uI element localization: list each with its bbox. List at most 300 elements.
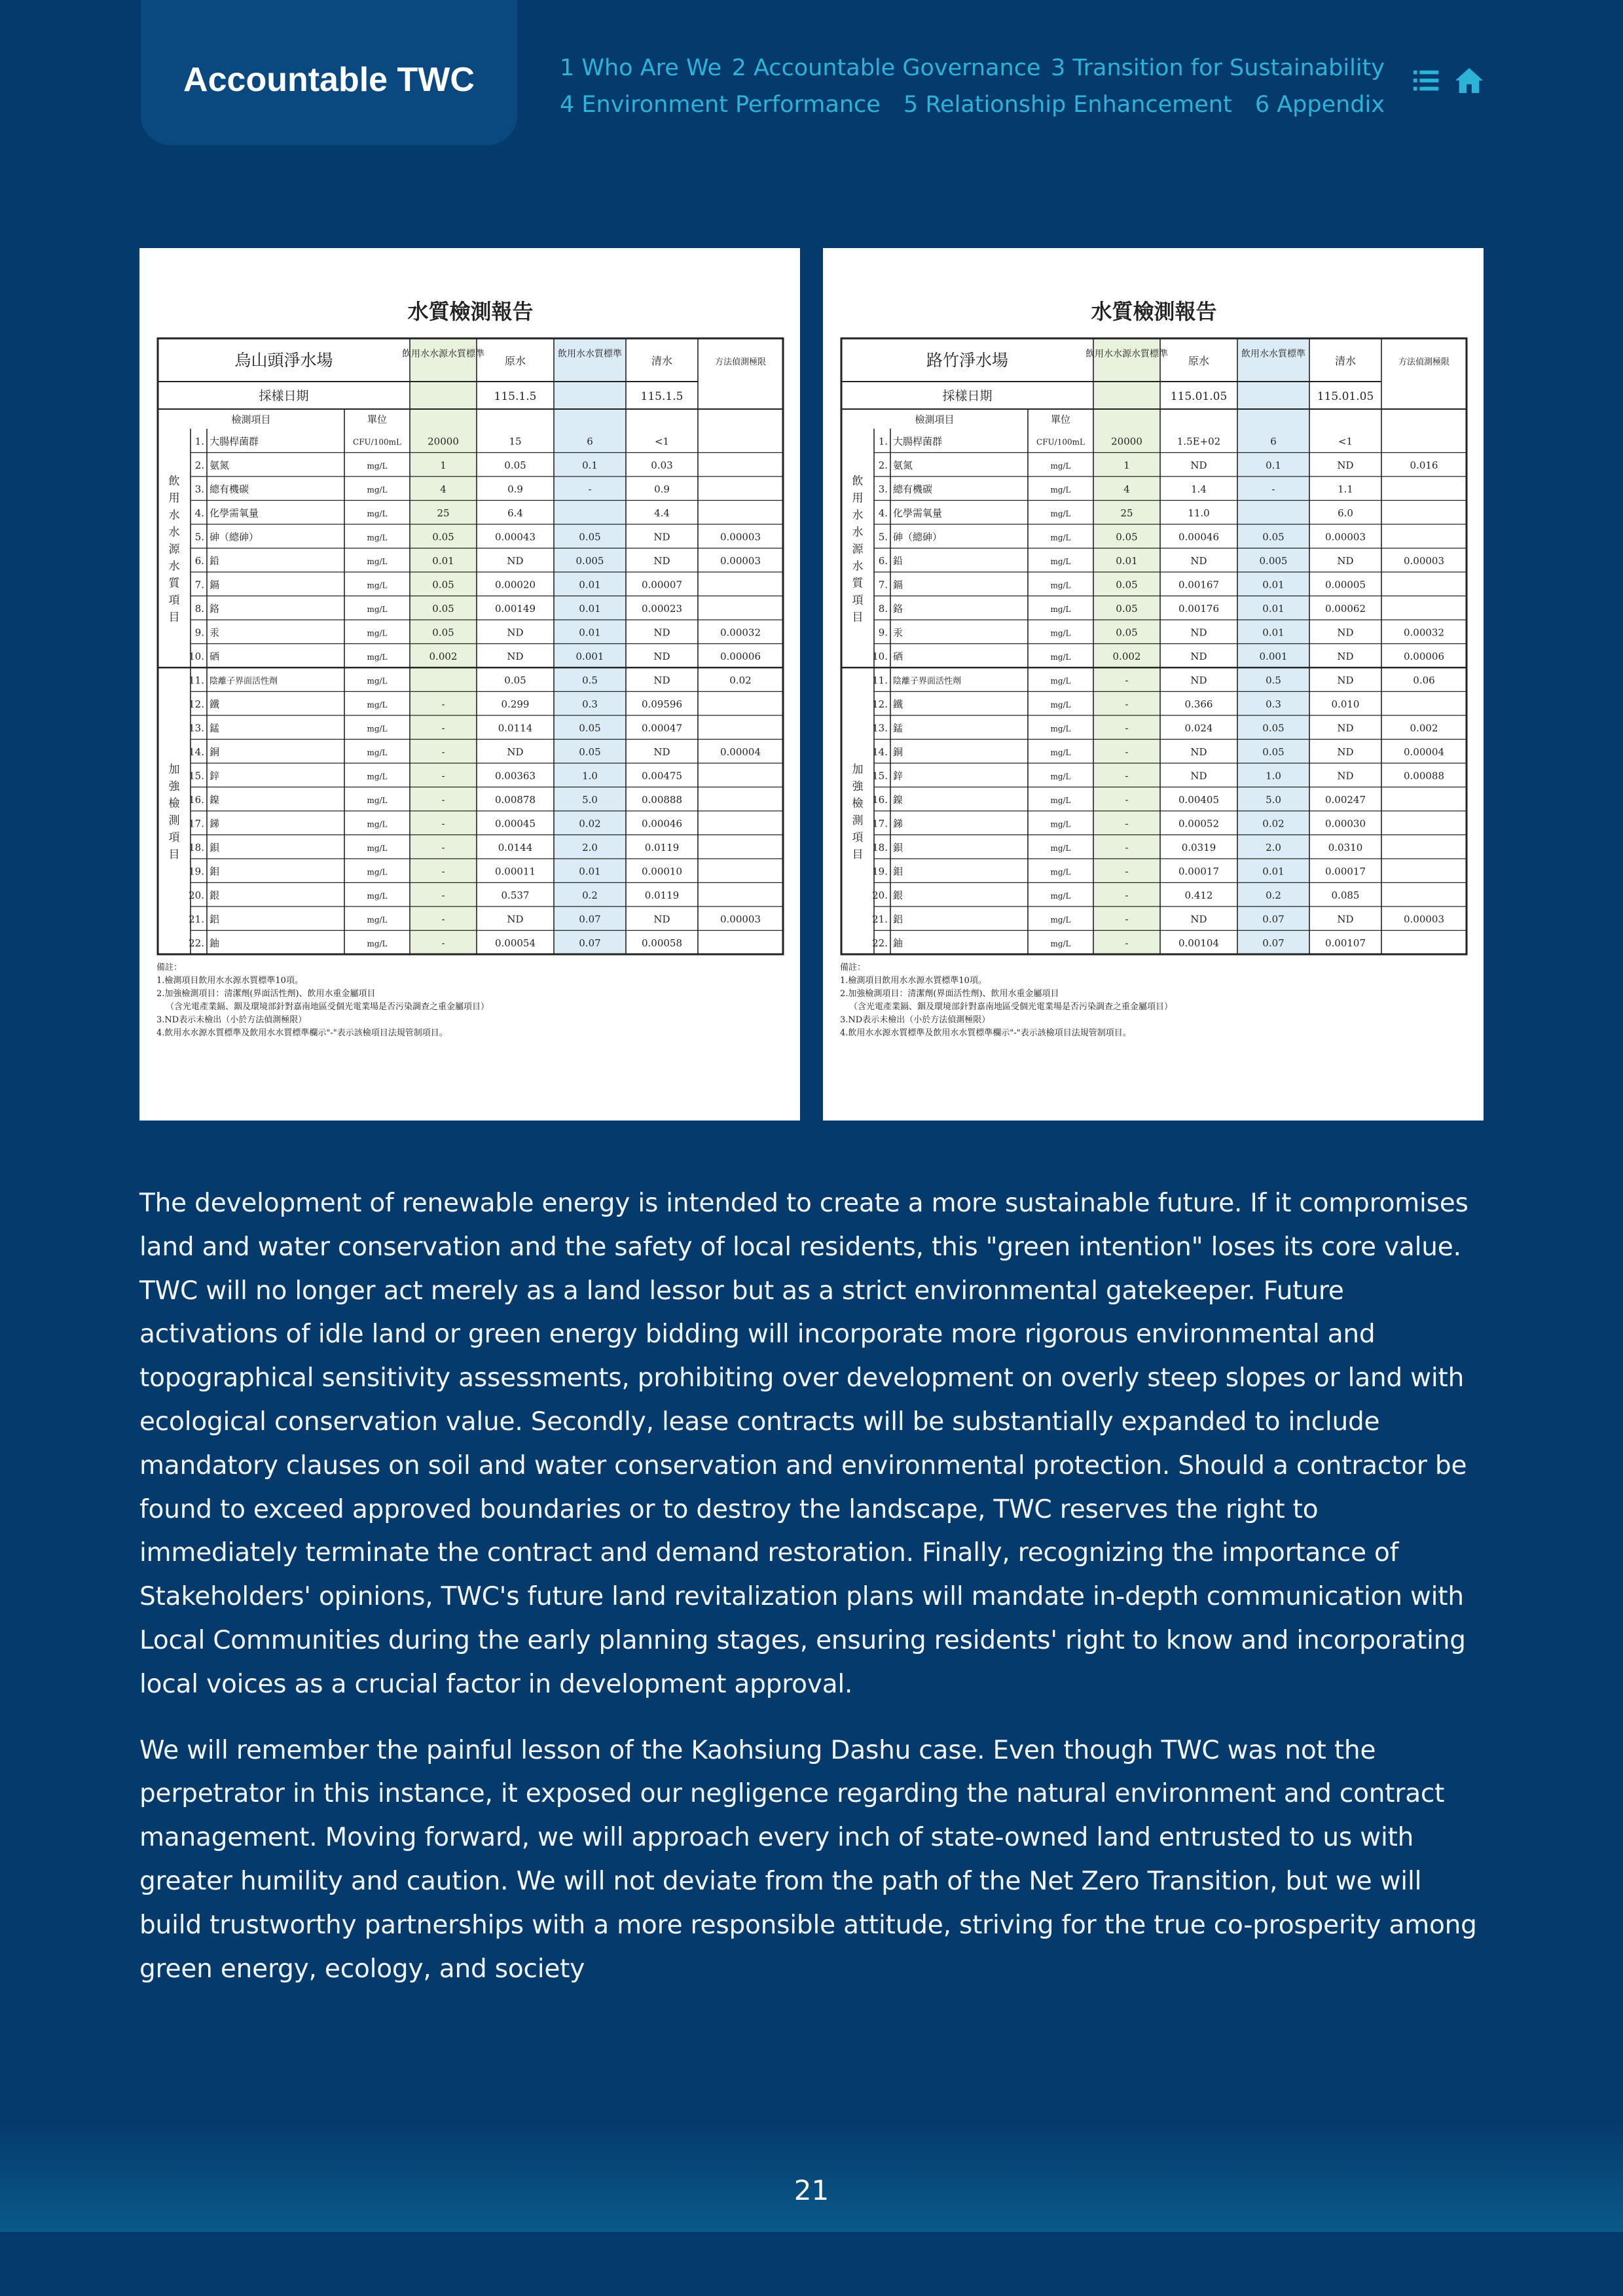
row-drink: 0.07 — [1262, 937, 1285, 949]
row-limit: 0.00003 — [720, 913, 761, 925]
row-item: 氨氮 — [893, 459, 913, 471]
report-note: 備註： — [156, 963, 183, 973]
row-item: 鎘 — [210, 579, 220, 591]
item-header: 檢測項目 — [915, 414, 955, 425]
group-label-source: 水 — [168, 526, 180, 539]
row-raw: ND — [507, 913, 524, 925]
group-label-enhanced: 檢 — [852, 797, 864, 810]
paragraph-2: We will remember the painful lesson of the Kaohsiung Dashu case. Even though TWC was not the perpetrator in this instance, it exposed our negligence regarding the natural environment and contract management. Moving forward, we will approach every inch of state-owned land entrusted to us with greater humility and caution. We will not deviate from the path of the Net Zero Transition, but we will build trustworthy partnerships with a more responsible attitude, striving for the true co-prosperity among green energy, ecology, and society — [139, 1735, 1477, 1984]
row-raw: 0.9 — [507, 483, 523, 495]
row-unit: CFU/100mL — [353, 437, 401, 447]
row-number: 9. — [194, 626, 204, 639]
row-number: 3. — [194, 483, 204, 495]
row-item: 鎳 — [893, 793, 903, 806]
top-navigation — [560, 50, 1385, 123]
row-std: 4 — [440, 483, 447, 495]
row-number: 11. — [189, 674, 204, 687]
row-raw: ND — [1190, 554, 1207, 567]
row-number: 17. — [189, 817, 204, 830]
water-quality-reports — [139, 248, 1484, 1121]
row-std: 0.05 — [1116, 602, 1138, 615]
row-raw: ND — [1190, 674, 1207, 687]
brand-title: Accountable TWC — [183, 61, 475, 99]
row-unit: mg/L — [1050, 581, 1071, 590]
row-item: 鋇 — [893, 841, 903, 853]
row-number: 6. — [878, 554, 888, 567]
row-limit: 0.00006 — [1403, 650, 1445, 662]
row-clean: 0.085 — [1331, 889, 1360, 901]
row-unit: mg/L — [367, 652, 388, 662]
row-std: - — [441, 937, 445, 949]
group-label-source: 水 — [852, 560, 864, 573]
row-clean: ND — [653, 913, 670, 925]
row-drink: 0.005 — [1259, 554, 1288, 567]
row-item: 總有機碳 — [893, 483, 933, 495]
row-raw: ND — [1190, 745, 1207, 758]
unit-header: 單位 — [367, 414, 388, 425]
std-column-bg — [1093, 338, 1160, 954]
row-drink: 2.0 — [582, 841, 598, 853]
row-limit: 0.002 — [1410, 722, 1438, 734]
col-header-clean: 清水 — [651, 355, 673, 367]
row-number: 8. — [878, 602, 888, 615]
row-clean: ND — [1337, 459, 1354, 471]
row-clean: 0.00107 — [1324, 937, 1366, 949]
row-std: - — [441, 793, 445, 806]
row-clean: <1 — [1338, 435, 1353, 448]
row-item: 鐵 — [210, 698, 220, 710]
row-unit: mg/L — [367, 509, 388, 518]
row-raw: 0.366 — [1184, 698, 1213, 710]
row-drink: 0.5 — [582, 674, 598, 687]
row-item: 銻 — [210, 817, 220, 830]
row-drink: 1.0 — [1266, 770, 1281, 782]
col-header-clean: 清水 — [1334, 355, 1357, 367]
row-raw: 0.00052 — [1178, 817, 1220, 830]
col-header-limit: 方法偵測極限 — [714, 357, 767, 367]
row-drink: - — [588, 483, 592, 495]
report-note: （含光電產業鎘、銦及環境部針對嘉南地區受個光電業場是否污染調查之重金屬項目） — [849, 1002, 1173, 1012]
plant-name: 路竹淨水場 — [926, 351, 1009, 370]
row-std: 1 — [1123, 459, 1130, 471]
row-item: 汞 — [893, 626, 903, 639]
row-drink: 0.05 — [579, 722, 601, 734]
water-report-wushantou — [139, 248, 800, 1121]
row-item: 化學需氧量 — [893, 507, 943, 519]
group-label-enhanced: 測 — [852, 814, 864, 827]
row-drink: 0.001 — [575, 650, 604, 662]
row-raw: 0.00043 — [494, 531, 536, 543]
row-std: - — [441, 698, 445, 710]
row-drink: 0.02 — [579, 817, 601, 830]
group-label-enhanced: 項 — [168, 831, 180, 844]
row-raw: ND — [1190, 913, 1207, 925]
row-clean: ND — [1337, 626, 1354, 639]
report-title: 水質檢測報告 — [407, 299, 534, 324]
col-header-drink: 飲用水水質標準 — [558, 349, 622, 359]
row-item: 鋅 — [893, 770, 903, 782]
row-unit: mg/L — [1050, 509, 1071, 518]
row-item: 氨氮 — [210, 459, 230, 471]
row-unit: mg/L — [367, 891, 388, 901]
row-unit: mg/L — [1050, 891, 1071, 901]
row-item: 陰離子界面活性劑 — [893, 676, 962, 687]
row-raw: ND — [507, 626, 524, 639]
row-number: 9. — [878, 626, 888, 639]
group-label-source: 用 — [168, 492, 180, 505]
row-item: 鉛 — [893, 554, 903, 567]
group-label-enhanced: 加 — [852, 763, 864, 776]
row-raw: 0.00363 — [494, 770, 536, 782]
home-icon[interactable] — [1454, 65, 1484, 96]
row-drink: 2.0 — [1266, 841, 1281, 853]
date-clean: 115.01.05 — [1317, 390, 1374, 403]
row-raw: 1.4 — [1191, 483, 1207, 495]
row-drink: 0.2 — [1266, 889, 1281, 901]
report-note: 2.加強檢測項目：清潔劑(界面活性劑)、飲用水重金屬項目 — [840, 989, 1059, 999]
group-label-source: 項 — [852, 594, 864, 607]
row-clean: ND — [653, 650, 670, 662]
row-item: 硒 — [210, 650, 220, 662]
nav-appendix[interactable]: 6 Appendix — [1254, 92, 1385, 118]
row-number: 3. — [878, 483, 888, 495]
row-std: - — [441, 913, 445, 925]
row-raw: ND — [1190, 650, 1207, 662]
row-unit: mg/L — [367, 747, 388, 757]
row-std: - — [1125, 770, 1129, 782]
nav-relationship-enhancement[interactable]: 5 Relationship Enhancement — [903, 92, 1232, 118]
row-raw: ND — [507, 554, 524, 567]
row-std: 4 — [1123, 483, 1130, 495]
row-drink: 0.01 — [579, 626, 601, 639]
group-label-source: 水 — [852, 509, 864, 522]
row-raw: 0.00020 — [494, 579, 536, 591]
row-drink: 0.05 — [579, 531, 601, 543]
list-icon[interactable] — [1411, 65, 1441, 96]
row-limit: 0.016 — [1410, 459, 1438, 471]
row-unit: mg/L — [367, 581, 388, 590]
row-drink: 0.02 — [1262, 817, 1285, 830]
row-unit: mg/L — [1050, 652, 1071, 662]
row-raw: 11.0 — [1188, 507, 1210, 519]
row-std: 0.05 — [1116, 579, 1138, 591]
row-item: 鋇 — [210, 841, 220, 853]
row-clean: 4.4 — [654, 507, 670, 519]
row-std: - — [1125, 674, 1129, 687]
row-item: 化學需氧量 — [210, 507, 259, 519]
row-limit: 0.00003 — [1403, 554, 1445, 567]
unit-header: 單位 — [1050, 414, 1071, 425]
nav-environment-performance[interactable]: 4 Environment Performance — [560, 92, 881, 118]
row-raw: 0.00167 — [1178, 579, 1220, 591]
drink-column-bg — [554, 338, 626, 954]
row-raw: 0.00046 — [1178, 531, 1220, 543]
row-unit: mg/L — [367, 819, 388, 829]
row-std: 0.05 — [432, 626, 454, 639]
row-std: - — [1125, 817, 1129, 830]
row-clean: 0.00030 — [1324, 817, 1366, 830]
report-title: 水質檢測報告 — [1091, 299, 1217, 324]
row-number: 14. — [189, 745, 204, 758]
row-unit: mg/L — [1050, 700, 1071, 709]
row-std: 25 — [1120, 507, 1133, 519]
row-raw: 0.00045 — [494, 817, 536, 830]
row-number: 4. — [878, 507, 888, 519]
row-clean: 0.00023 — [641, 602, 683, 615]
row-drink: - — [1271, 483, 1275, 495]
group-label-enhanced: 加 — [168, 763, 180, 776]
group-label-enhanced: 目 — [852, 848, 864, 861]
group-label-enhanced: 強 — [852, 780, 864, 793]
group-label-source: 水 — [168, 509, 180, 522]
row-item: 銅 — [893, 745, 903, 758]
row-number: 1. — [878, 435, 888, 448]
row-number: 5. — [194, 531, 204, 543]
row-raw: 0.00104 — [1178, 937, 1220, 949]
row-unit: mg/L — [367, 915, 388, 925]
row-raw: 0.0319 — [1181, 841, 1216, 853]
plant-name: 烏山頭淨水場 — [234, 351, 333, 370]
row-item: 鉛 — [210, 554, 220, 567]
row-clean: 0.00010 — [641, 865, 683, 878]
group-label-source: 飲 — [852, 475, 864, 488]
report-note: 2.加強檢測項目：清潔劑(界面活性劑)、飲用水重金屬項目 — [156, 989, 376, 999]
row-std: - — [1125, 793, 1129, 806]
row-limit: 0.06 — [1413, 674, 1435, 687]
row-drink: 0.07 — [579, 937, 601, 949]
row-unit: CFU/100mL — [1036, 437, 1085, 447]
row-drink: 0.01 — [579, 579, 601, 591]
row-clean: 0.00888 — [641, 793, 683, 806]
row-std: - — [1125, 698, 1129, 710]
row-number: 12. — [189, 698, 204, 710]
group-label-source: 目 — [168, 611, 180, 624]
row-std: 0.05 — [432, 602, 454, 615]
col-header-std: 飲用水水源水質標準 — [402, 349, 484, 359]
row-std: 0.05 — [1116, 531, 1138, 543]
row-clean: 0.00058 — [641, 937, 683, 949]
row-raw: ND — [1190, 626, 1207, 639]
report-note: 4.飲用水水源水質標準及飲用水水質標準欄示"-"表示該檢項目法規管制項目。 — [840, 1028, 1131, 1038]
row-number: 15. — [189, 770, 204, 782]
row-clean: ND — [1337, 913, 1354, 925]
row-unit: mg/L — [1050, 772, 1071, 781]
row-drink: 0.1 — [1266, 459, 1281, 471]
row-unit: mg/L — [1050, 604, 1071, 614]
row-drink: 6 — [587, 435, 593, 448]
row-unit: mg/L — [1050, 915, 1071, 925]
row-number: 6. — [194, 554, 204, 567]
row-number: 1. — [194, 435, 204, 448]
row-drink: 0.5 — [1266, 674, 1281, 687]
row-std: - — [441, 865, 445, 878]
date-clean: 115.1.5 — [640, 390, 684, 403]
row-drink: 0.1 — [582, 459, 598, 471]
row-limit: 0.00032 — [1403, 626, 1445, 639]
group-label-source: 目 — [852, 611, 864, 624]
row-limit: 0.00003 — [720, 531, 761, 543]
row-unit: mg/L — [1050, 724, 1071, 734]
date-label: 採樣日期 — [259, 389, 309, 403]
row-unit: mg/L — [367, 676, 388, 686]
row-item: 鉬 — [893, 865, 903, 878]
row-drink: 0.005 — [575, 554, 604, 567]
row-drink: 0.01 — [1262, 626, 1285, 639]
row-raw: 0.537 — [501, 889, 530, 901]
group-label-source: 飲 — [168, 475, 180, 488]
row-drink: 0.2 — [582, 889, 598, 901]
row-unit: mg/L — [367, 485, 388, 495]
body-text — [139, 1182, 1484, 2013]
row-std: - — [441, 841, 445, 853]
row-drink: 0.001 — [1259, 650, 1288, 662]
row-clean: 0.09596 — [641, 698, 683, 710]
report-note: 1.檢測項目飲用水水源水質標準10項。 — [156, 976, 303, 986]
row-drink: 0.01 — [1262, 865, 1285, 878]
row-raw: ND — [1190, 459, 1207, 471]
row-clean: ND — [653, 674, 670, 687]
row-unit: mg/L — [367, 939, 388, 948]
row-unit: mg/L — [1050, 939, 1071, 948]
row-raw: 0.05 — [504, 459, 526, 471]
row-std: - — [1125, 937, 1129, 949]
col-header-raw: 原水 — [504, 355, 526, 367]
row-raw: 0.00878 — [494, 793, 536, 806]
row-limit: 0.00004 — [1403, 745, 1445, 758]
row-unit: mg/L — [367, 843, 388, 853]
row-item: 總有機碳 — [210, 483, 249, 495]
group-label-enhanced: 項 — [852, 831, 864, 844]
report-note: 4.飲用水水源水質標準及飲用水水質標準欄示"-"表示該檢項目法規管制項目。 — [156, 1028, 448, 1038]
row-drink: 0.05 — [579, 745, 601, 758]
item-header: 檢測項目 — [231, 414, 271, 425]
row-clean: <1 — [654, 435, 670, 448]
row-number: 21. — [189, 913, 204, 925]
row-item: 鉻 — [210, 602, 220, 615]
group-label-enhanced: 目 — [168, 848, 180, 861]
col-header-raw: 原水 — [1188, 355, 1210, 367]
row-drink: 5.0 — [1266, 793, 1281, 806]
row-clean: 0.00247 — [1324, 793, 1366, 806]
row-item: 錳 — [210, 722, 220, 734]
row-item: 鋁 — [210, 913, 220, 925]
row-unit: mg/L — [1050, 628, 1071, 638]
row-raw: ND — [507, 650, 524, 662]
water-report-luzhu — [823, 248, 1484, 1121]
row-unit: mg/L — [367, 628, 388, 638]
group-label-source: 源 — [852, 543, 864, 556]
page-number: 21 — [793, 2174, 830, 2206]
footer-bar — [0, 2232, 1623, 2296]
row-limit: 0.00088 — [1403, 770, 1445, 782]
row-drink: 0.05 — [1262, 531, 1285, 543]
row-unit: mg/L — [367, 795, 388, 805]
group-label-source: 用 — [852, 492, 864, 505]
row-clean: ND — [1337, 770, 1354, 782]
row-unit: mg/L — [1050, 867, 1071, 877]
col-header-drink: 飲用水水質標準 — [1241, 349, 1305, 359]
row-clean: 0.00007 — [641, 579, 683, 591]
nav-row-2 — [560, 86, 1385, 123]
group-label-source: 源 — [168, 543, 180, 556]
row-unit: mg/L — [367, 724, 388, 734]
row-std: 0.05 — [1116, 626, 1138, 639]
row-item: 銀 — [893, 889, 903, 901]
water-report-table — [823, 248, 1484, 1121]
col-header-limit: 方法偵測極限 — [1398, 357, 1450, 367]
row-limit: 0.00032 — [720, 626, 761, 639]
row-unit: mg/L — [367, 533, 388, 543]
row-item: 鎘 — [893, 579, 903, 591]
row-unit: mg/L — [1050, 843, 1071, 853]
row-unit: mg/L — [1050, 819, 1071, 829]
row-number: 18. — [189, 841, 204, 853]
row-item: 鈾 — [893, 937, 903, 949]
row-std: - — [1125, 841, 1129, 853]
row-drink: 0.05 — [1262, 745, 1285, 758]
row-clean: 0.9 — [654, 483, 670, 495]
row-unit: mg/L — [367, 867, 388, 877]
row-std: - — [1125, 865, 1129, 878]
row-item: 硒 — [893, 650, 903, 662]
row-clean: 0.00475 — [641, 770, 683, 782]
row-unit: mg/L — [367, 700, 388, 709]
row-std: - — [441, 745, 445, 758]
row-unit: mg/L — [367, 604, 388, 614]
row-unit: mg/L — [367, 772, 388, 781]
nav-accountable-governance[interactable]: 2 Accountable Governance — [731, 55, 1041, 81]
row-drink: 0.07 — [579, 913, 601, 925]
row-std: 0.05 — [432, 531, 454, 543]
row-drink: 0.05 — [1262, 722, 1285, 734]
row-drink: 0.3 — [582, 698, 598, 710]
report-note: 備註： — [840, 963, 866, 973]
row-unit: mg/L — [1050, 533, 1071, 543]
row-number: 16. — [872, 793, 888, 806]
row-raw: 0.00405 — [1178, 793, 1220, 806]
row-clean: 6.0 — [1338, 507, 1353, 519]
row-std: - — [1125, 913, 1129, 925]
row-number: 4. — [194, 507, 204, 519]
row-limit: 0.00004 — [720, 745, 761, 758]
row-raw: 0.00054 — [494, 937, 536, 949]
row-limit: 0.00003 — [1403, 913, 1445, 925]
group-label-source: 水 — [852, 526, 864, 539]
row-item: 大腸桿菌群 — [210, 435, 259, 448]
report-note: （含光電產業鎘、銦及環境部針對嘉南地區受個光電業場是否污染調查之重金屬項目） — [166, 1002, 490, 1012]
row-clean: 0.00062 — [1324, 602, 1366, 615]
row-number: 10. — [872, 650, 888, 662]
row-std: 20000 — [1111, 435, 1142, 448]
date-raw: 115.1.5 — [494, 390, 537, 403]
nav-transition-for-sustainability[interactable]: 3 Transition for Sustainability — [1050, 55, 1385, 81]
row-number: 2. — [878, 459, 888, 471]
row-raw: 0.0144 — [498, 841, 533, 853]
row-drink: 5.0 — [582, 793, 598, 806]
row-clean: 0.00047 — [641, 722, 683, 734]
row-drink: 1.0 — [582, 770, 598, 782]
row-number: 22. — [189, 937, 204, 949]
row-std: 0.01 — [432, 554, 454, 567]
group-label-source: 質 — [852, 577, 864, 590]
row-number: 8. — [194, 602, 204, 615]
row-raw: 0.00176 — [1178, 602, 1220, 615]
row-clean: 0.010 — [1331, 698, 1360, 710]
group-label-source: 質 — [168, 577, 180, 590]
nav-who-are-we[interactable]: 1 Who Are We — [560, 55, 722, 81]
row-clean: ND — [653, 745, 670, 758]
row-item: 鋅 — [210, 770, 220, 782]
